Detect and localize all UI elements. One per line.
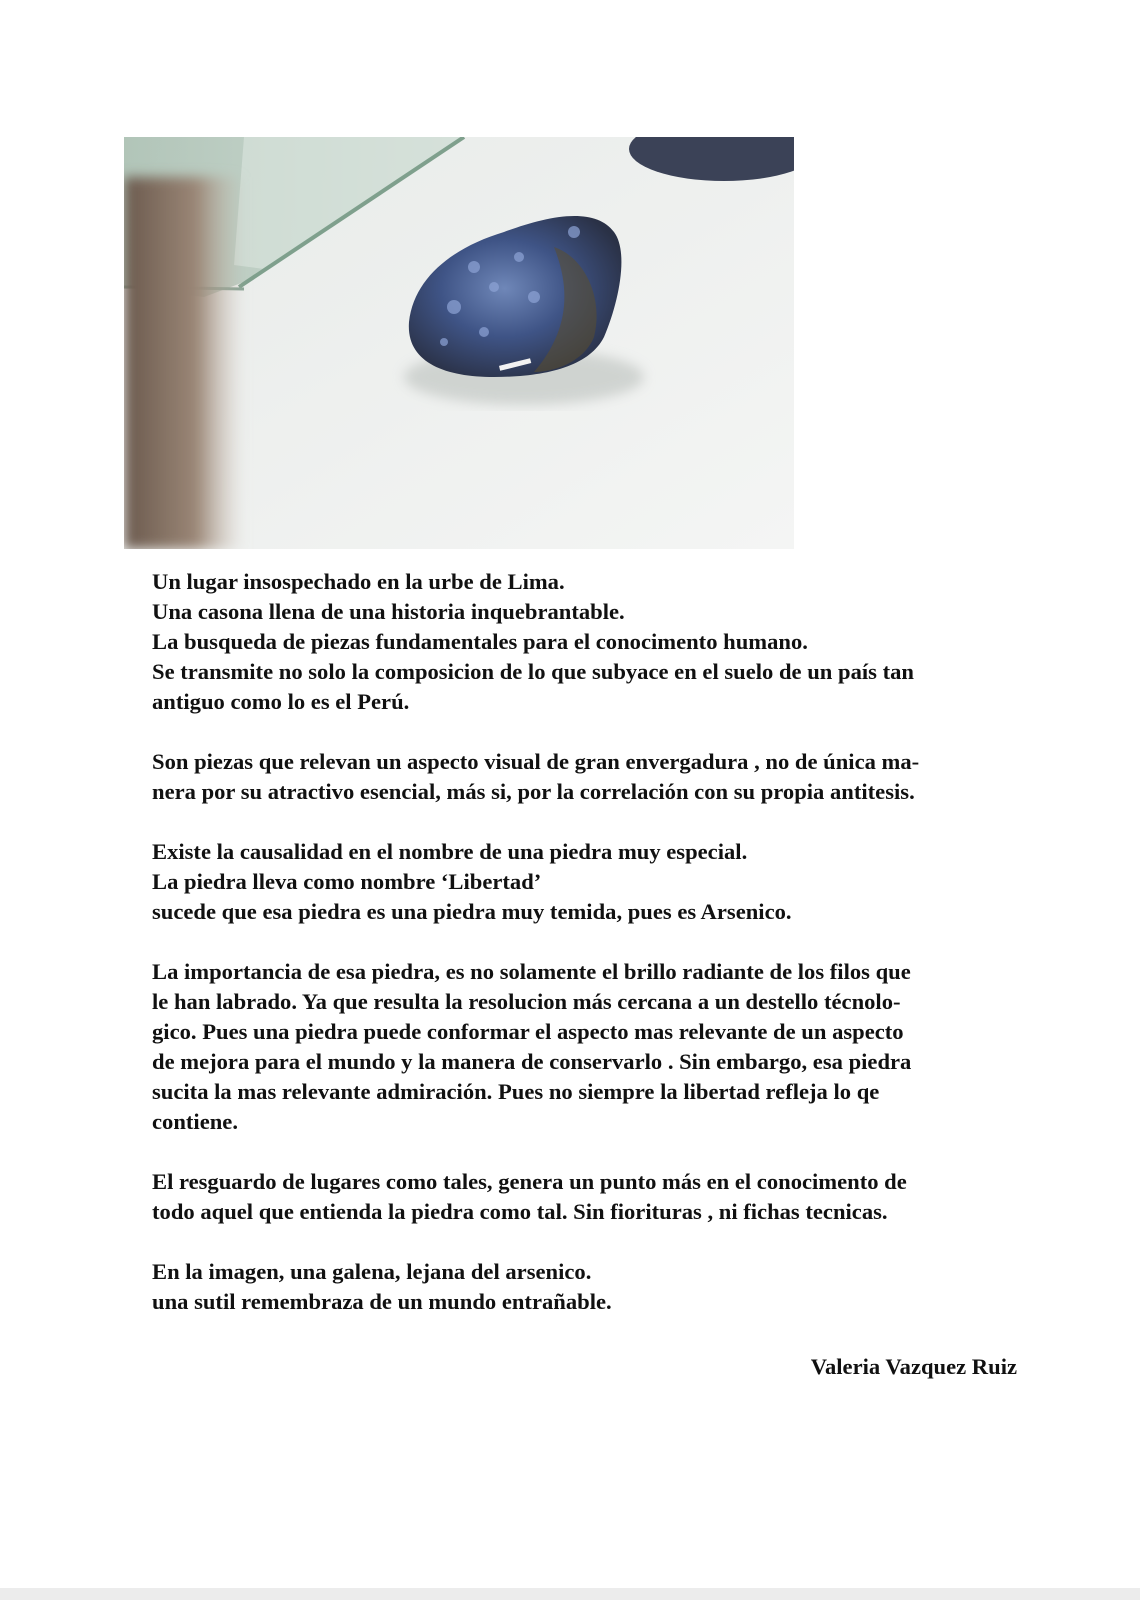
text-line: Un lugar insospechado en la urbe de Lima. — [152, 569, 565, 594]
text-line: El resguardo de lugares como tales, genera un punto más en el conocimento de — [152, 1169, 907, 1194]
text-line: Existe la causalidad en el nombre de una piedra muy especial. — [152, 839, 748, 864]
text-line: La busqueda de piezas fundamentales para el conocimento humano. — [152, 629, 808, 654]
text-line: antiguo como lo es el Perú. — [152, 689, 410, 714]
text-line: le han labrado. Ya que resulta la resolucion más cercana a un destello técnolo- — [152, 989, 901, 1014]
author-signature: Valeria Vazquez Ruiz — [810, 1354, 1017, 1379]
paragraph-1 — [152, 567, 1032, 717]
text-line: La importancia de esa piedra, es no solamente el brillo radiante de los filos que — [152, 959, 911, 984]
paragraph-4 — [152, 957, 1032, 1137]
page-bottom-edge — [0, 1588, 1140, 1600]
text-line: de mejora para el mundo y la manera de conservarlo . Sin embargo, esa piedra — [152, 1049, 912, 1074]
paragraph-5 — [152, 1167, 1032, 1227]
text-line: La piedra lleva como nombre ‘Libertad’ — [152, 869, 542, 894]
text-line: nera por su atractivo esencial, más si, por la correlación con su propia antitesis. — [152, 779, 915, 804]
text-line: contiene. — [152, 1109, 238, 1134]
text-line: sucita la mas relevante admiración. Pues no siempre la libertad refleja lo qe — [152, 1079, 880, 1104]
galena-photo-illustration — [124, 137, 794, 549]
paragraph-6 — [152, 1257, 1032, 1317]
galena-photo — [124, 137, 794, 549]
text-line: En la imagen, una galena, lejana del arsenico. — [152, 1259, 592, 1284]
text-line: sucede que esa piedra es una piedra muy temida, pues es Arsenico. — [152, 899, 792, 924]
text-line: Se transmite no solo la composicion de lo que subyace en el suelo de un país tan — [152, 659, 914, 684]
paragraph-2 — [152, 747, 1032, 807]
text-line: todo aquel que entienda la piedra como tal. Sin fiorituras , ni fichas tecnicas. — [152, 1199, 888, 1224]
text-line: una sutil remembraza de un mundo entrañable. — [152, 1289, 612, 1314]
article-body — [152, 567, 1032, 1347]
paragraph-3 — [152, 837, 1032, 927]
text-line: gico. Pues una piedra puede conformar el aspecto mas relevante de un aspecto — [152, 1019, 904, 1044]
text-line: Son piezas que relevan un aspecto visual de gran envergadura , no de única ma- — [152, 749, 920, 774]
text-line: Una casona llena de una historia inquebrantable. — [152, 599, 625, 624]
